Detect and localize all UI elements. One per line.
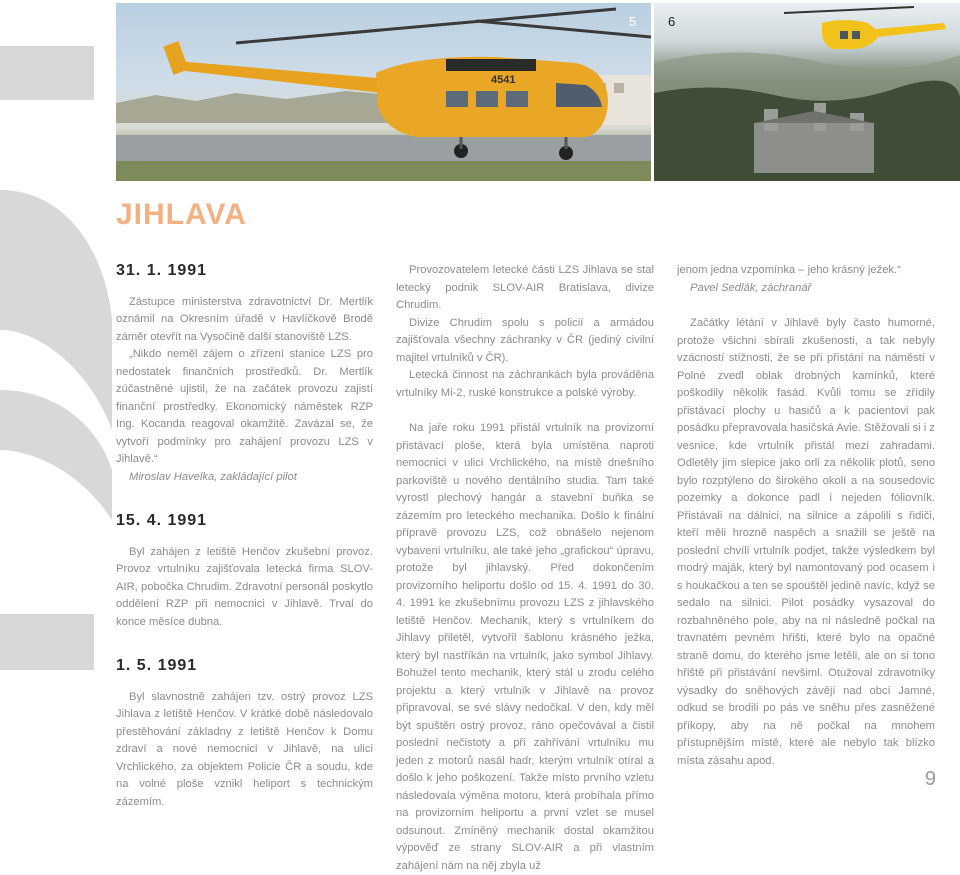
paragraph: Provozovatelem letecké části LZS Jihlava se stal letecký podnik SLOV-AIR Bratislava, divize Chrudim. — [396, 264, 654, 311]
paragraph: Byl slavnostně zahájen tzv. ostrý provoz LZS Jihlava z letiště Henčov. V krátké době následovalo přestěhování základny z letiště Henčov k Domu zdraví a nové nemocnici v Jihlavě, na ulici Vrchlického, za objektem Policie ČR a soudu, kde na volné ploše vznikl heliport s technickým zázemím. — [116, 690, 373, 808]
date-heading-2: 15. 4. 1991 — [116, 512, 208, 529]
photo-helicopter-airfield — [116, 3, 651, 181]
photo-helicopter-over-castle — [654, 3, 960, 181]
paragraph: Zástupce ministerstva zdravotnictví Dr. Mertlík oznámil na Okresním úřadě v Havlíčkově Brodě záměr otevřít na Vysočině další stanoviště LZS. — [116, 295, 373, 343]
quote-ending: jenom jedna vzpomínka – jeho krásný ježek.“ — [677, 264, 901, 276]
paragraph: Divize Chrudim spolu s policií a armádou zajišťovala všechny záchranky v ČR (jediný civilní majitel vrtulníků v ČR). — [396, 316, 654, 364]
paragraph: Začátky létání v Jihlavě byly často humorné, protože všichni sbírali zkušenosti, a tak nebyly vzácností stížnosti, že se při přistání na náměstí v Polné zvedl oblak drobných kamínků, které poškodily několik fasád. Kvůli tomu se zřídily přistávací plochy u hasičů a k pacientovi pak posádku přepravovala hasičská Avie. Stěžovali si i z vesnice, kde vrtulník přistál mezi zahradami. Odletěly jim slepice jako orli za několik plotů, seno bylo rozptýleno do širokého okolí a na sousedovic pozemky a dokonce padl i nejeden fóliovník. Přistávali na dálnici, na silnice a zápolili s řidiči, kteří měli hrozně naspěch a snažili se ještě na poslední chvíli vrtulník podjet, takže výsledkem byl modrý maják, který byl namontovaný pod ocasem i s houkačkou a ten se spouštěl jedině navíc, když se sedalo na silnici. Pilot posádky vysazoval do rozbahněného pole, aby na ni následně počkal na travnatém pevném hřišti, které bylo na opačné straně domu, do kterého jsme letěli, ale on si tono hřiště při přistávání nevšiml. Otužoval zdravotníky výsadky do sněhových závějí nad obcí Jamné, odkud se brodili po pás ve sněhu přes zasněžené příkopy, aby na ně počkal na mnohem přístupnějším místě, které ale nebylo tak blízko místa zásahu apod. — [677, 317, 935, 767]
column-2 — [396, 262, 654, 875]
helicopter-marking: 4541 — [491, 74, 516, 86]
column-1 — [116, 262, 373, 811]
paragraph: Letecká činnost na záchrankách byla prováděna vrtulníky Mi-2, ruské konstrukce a polské výroby. — [396, 369, 654, 399]
quote-paragraph: „Nikdo neměl zájem o zřízení stanice LZS pro nedostatek finančních prostředků. Dr. Mertlík zúčastněné ujistil, že na začátek provozu zajistí finanční prostředky. Ekonomický náměstek RZP Ing. Kocanda reagoval okamžitě. Zavázal se, že vytvoří podmínky pro zahájení provozu LZS v Jihlavě.“ — [116, 348, 373, 465]
quote-author: Miroslav Havelka, zakládající pilot — [129, 470, 297, 483]
quote-author: Pavel Sedlák, záchranář — [690, 281, 812, 294]
section-title: JIHLAVA — [116, 198, 247, 231]
date-heading-3: 1. 5. 1991 — [116, 657, 198, 674]
date-heading-1: 31. 1. 1991 — [116, 262, 208, 279]
page-number: 9 — [924, 768, 936, 790]
photo-number-6: 6 — [668, 14, 676, 29]
decorative-year-numerals — [0, 0, 112, 792]
column-3 — [677, 262, 935, 770]
paragraph: Byl zahájen z letiště Henčov zkušební provoz. Provoz vrtulníku zajišťovala letecká firma SLOV-AIR, pobočka Chrudim. Zdravotní personál poskytlo oddělení RZP při nemocnici v Jihlavě. Trval do konce měsíce dubna. — [116, 545, 373, 628]
photo-number-5: 5 — [629, 14, 637, 29]
paragraph: Na jaře roku 1991 přistál vrtulník na provizorní přistávací ploše, která byla umístěna naproti nemocnici v ulici Vrchlického, na místě dnešního parkoviště u nového dentálního studia. Tam také vyrostl plechový hangár a stavební buňka se zázemím pro leteckého mechanika. Došlo k finální přípravě provozu LZS, což obnášelo nejenom vybavení vrtulníku, ale také jeho „grafickou“ úpravu, protože byl jihlavský. Před dokončením provizorního heliportu došlo od 15. 4. 1991 do 30. 4. 1991 ke zkušebnímu provozu LZS z jihlavského letiště Henčov. Mechanik, který s vrtulníkem do Jihlavy přiletěl, vytvořil šablonu krásného ježka, který byl nastříkán na vrtulník, jako symbol Jihlavy. Bohužel tento mechanik, který stál u zrodu celého projektu a který vrtulník v Jihlavě na provoz připravoval, se své slávy nedočkal. V den, kdy měl být spuštěn ostrý provoz, ráno opečovával a čistil poslední nečistoty a při zahřívání vrtulníku mu jeden z motorů nasál hadr, kterým vrtulník otíral a došlo k jeho poškození. Takže místo prvního vzletu následovala výměna motoru, která probíhala přímo na provizorním heliportu a první vzlet se musel odsunout. Zmíněný mechanik dostal okamžitou výpověď ze strany SLOV-AIR a při vlastním zahájení nám na něj zbyla už — [396, 422, 654, 872]
